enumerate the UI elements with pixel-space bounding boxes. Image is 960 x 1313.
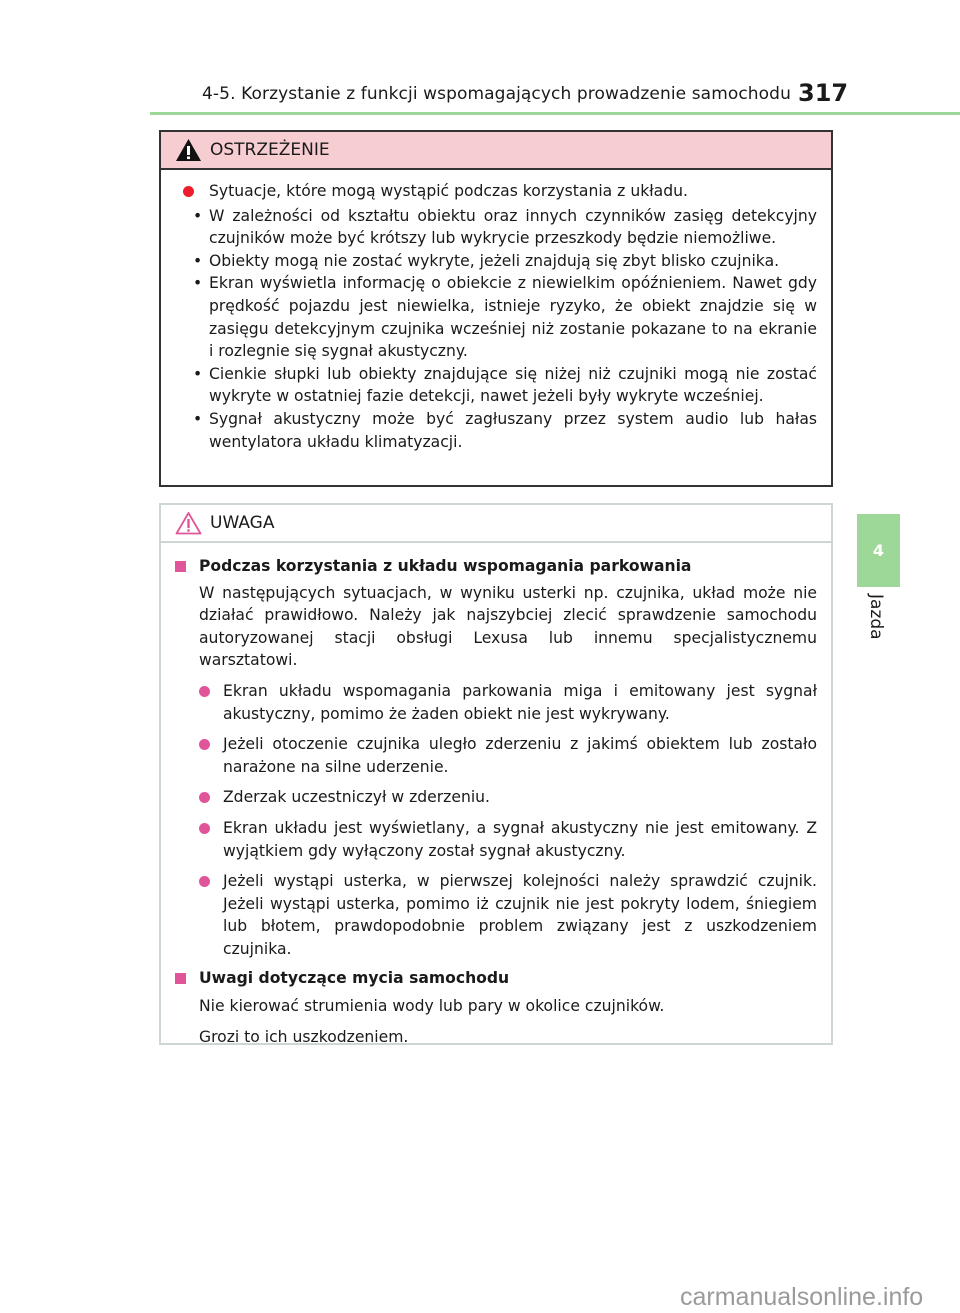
- pink-square-icon: [175, 561, 186, 572]
- caution-list-item-text: Jeżeli wystąpi usterka, w pierwszej kolejności należy sprawdzić czujnik. Jeżeli wystąpi usterka, pomimo iż czujnik nie jest pokryty lodem, śniegiem lub błotem, prawdopodobnie problem związany jest z uszkodzeniem czujnika.: [223, 872, 817, 958]
- warning-list-item: • W zależności od kształtu obiektu oraz innych czynników zasięg detekcyjny czujników może być krótszy lub wykrycie przeszkody będzie niemożliwe.: [145, 205, 817, 250]
- warning-box: [159, 130, 833, 487]
- page-number: 317: [798, 79, 849, 107]
- caution-list-item-text: Ekran układu wspomagania parkowania miga i emitowany jest sygnał akustyczny, pomimo że żaden obiekt nie jest wykrywany.: [223, 681, 817, 723]
- caution-list-item: [175, 870, 817, 960]
- warning-triangle-outline-icon: [175, 511, 202, 535]
- pink-bullet-icon: [199, 792, 210, 803]
- caution-list-item-text: Jeżeli otoczenie czujnika uległo zderzeniu z jakimś obiektem lub zostało narażone na silne uderzenie.: [223, 735, 817, 776]
- warning-body: [161, 170, 831, 453]
- red-bullet-icon: [183, 186, 194, 197]
- pink-bullet-icon: [199, 823, 210, 834]
- warning-main-text: Sytuacje, które mogą wystąpić podczas korzystania z układu.: [209, 182, 688, 200]
- warning-list-item: • Obiekty mogą nie zostać wykryte, jeżeli znajdują się zbyt blisko czujnika.: [145, 250, 817, 273]
- watermark: carmanualsonline.info: [680, 1283, 924, 1311]
- section-heading-text: Uwagi dotyczące mycia samochodu: [199, 968, 510, 987]
- caution-list-item: [175, 680, 817, 725]
- caution-list-item-text: Zderzak uczestniczył w zderzeniu.: [223, 788, 491, 807]
- caution-header: [161, 505, 831, 543]
- warning-list-item: • Ekran wyświetla informację o obiekcie z niewielkim opóźnieniem. Nawet gdy prędkość pojazdu jest niewielka, istnieje ryzyko, że obiekt znajdzie się w zasięgu detekcyjnym czujnika wcześniej niż zostanie pokazane to na ekranie i rozlegnie się sygnał akustyczny.: [145, 272, 817, 362]
- warning-list-item: • Sygnał akustyczny może być zagłuszany przez system audio lub hałas wentylatora układu klimatyzacji.: [145, 408, 817, 453]
- pink-square-icon: [175, 973, 186, 984]
- section-number: 4: [872, 541, 885, 560]
- warning-title: OSTRZEŻENIE: [210, 140, 330, 160]
- section-tab: [857, 514, 900, 587]
- pink-bullet-icon: [199, 739, 210, 750]
- page-header-title: 4-5. Korzystanie z funkcji wspomagających prowadzenie samochodu: [202, 84, 791, 104]
- caution-list-item: [175, 786, 817, 809]
- caution-box: [159, 503, 833, 1045]
- warning-main-item: [175, 180, 817, 203]
- section-line: Nie kierować strumienia wody lub pary w okolice czujników.: [199, 997, 665, 1016]
- section-intro: W następujących sytuacjach, w wyniku usterki np. czujnika, układ może nie działać prawidłowo. Należy jak najszybciej zlecić sprawdzenie samochodu autoryzowanej stacji obsługi Lexusa lub innemu specjalistycznemu warsztatowi.: [199, 583, 817, 670]
- section-heading-text: Podczas korzystania z układu wspomagania parkowania: [199, 557, 692, 575]
- section-heading: [175, 967, 817, 990]
- caution-title: UWAGA: [210, 513, 275, 533]
- caution-list-item: [175, 733, 817, 778]
- warning-list-item: • Cienkie słupki lub obiekty znajdujące się niżej niż czujniki mogą nie zostać wykryte w ostatniej fazie detekcji, nawet jeżeli były wykryte wcześniej.: [145, 363, 817, 408]
- pink-bullet-icon: [199, 686, 210, 697]
- warning-triangle-filled-icon: [175, 138, 202, 162]
- caution-list-item-text: Ekran układu jest wyświetlany, a sygnał akustyczny nie jest emitowany. Z wyjątkiem gdy wyłączony został sygnał akustyczny.: [223, 818, 817, 860]
- warning-header: [161, 132, 831, 170]
- pink-bullet-icon: [199, 876, 210, 887]
- caution-list-item: [175, 817, 817, 862]
- section-heading: [175, 555, 817, 578]
- warning-list: [145, 205, 817, 454]
- section-label: Jazda: [866, 594, 886, 640]
- caution-body: [161, 543, 831, 1048]
- section-line: Grozi to ich uszkodzeniem.: [199, 1027, 409, 1046]
- header-rule: [150, 112, 960, 115]
